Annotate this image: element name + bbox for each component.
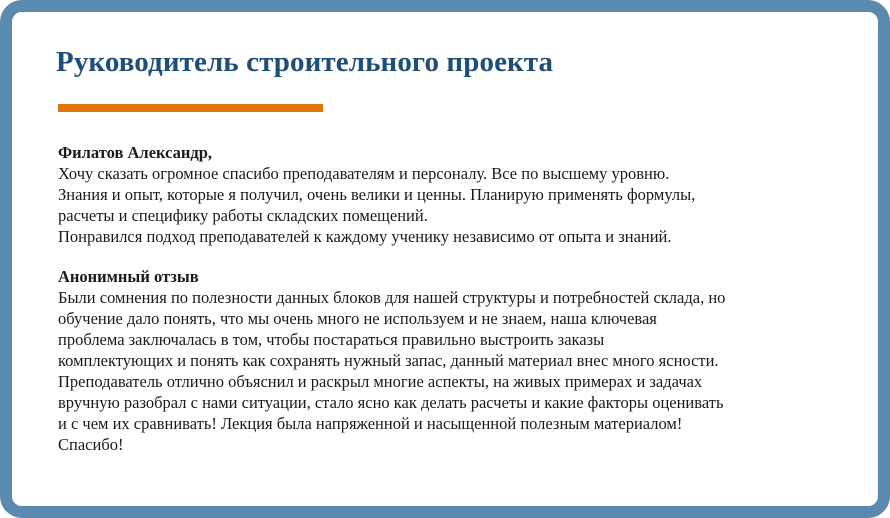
testimonial-author: Филатов Александр, (58, 143, 213, 162)
testimonial-line: вручную разобрал с нами ситуации, стало ясно как делать расчеты и какие факторы оценивать (58, 392, 724, 412)
testimonial-line: проблема заключалась в том, чтобы постараться правильно выстроить заказы (58, 329, 605, 349)
testimonial-text (58, 164, 840, 248)
testimonial-line: обучение дало понять, что мы очень много не используем и не знаем, наша ключевая (58, 308, 657, 328)
testimonial-line: комплектующих и понять как сохранять нужный запас, данный материал внес много ясности. (58, 350, 719, 370)
testimonial-item (58, 142, 840, 248)
testimonials-list (58, 142, 840, 456)
testimonial-line: Преподаватель отлично объяснил и раскрыл многие аспекты, на живых примерах и задачах (58, 371, 703, 391)
slide-content-area (12, 12, 878, 506)
title-accent-bar (58, 104, 323, 112)
testimonial-line: Спасибо! (58, 434, 124, 454)
testimonial-line: Понравился подход преподавателей к каждому ученику независимо от опыта и знаний. (58, 226, 672, 246)
page-title: Руководитель строительного проекта (56, 46, 554, 78)
testimonial-line: Были сомнения по полезности данных блоков для нашей структуры и потребностей склада, но (58, 288, 726, 308)
testimonial-item (58, 266, 840, 456)
testimonial-line: Хочу сказать огромное спасибо преподавателям и персоналу. Все по высшему уровню. (58, 164, 670, 184)
testimonial-text (58, 288, 840, 456)
testimonial-line: расчеты и специфику работы складских помещений. (58, 206, 428, 226)
testimonial-line: и с чем их сравнивать! Лекция была напряженной и насыщенной полезным материалом! (58, 413, 683, 433)
testimonial-author: Анонимный отзыв (58, 266, 199, 286)
testimonial-line: Знания и опыт, которые я получил, очень велики и ценны. Планирую применять формулы, (58, 185, 696, 205)
